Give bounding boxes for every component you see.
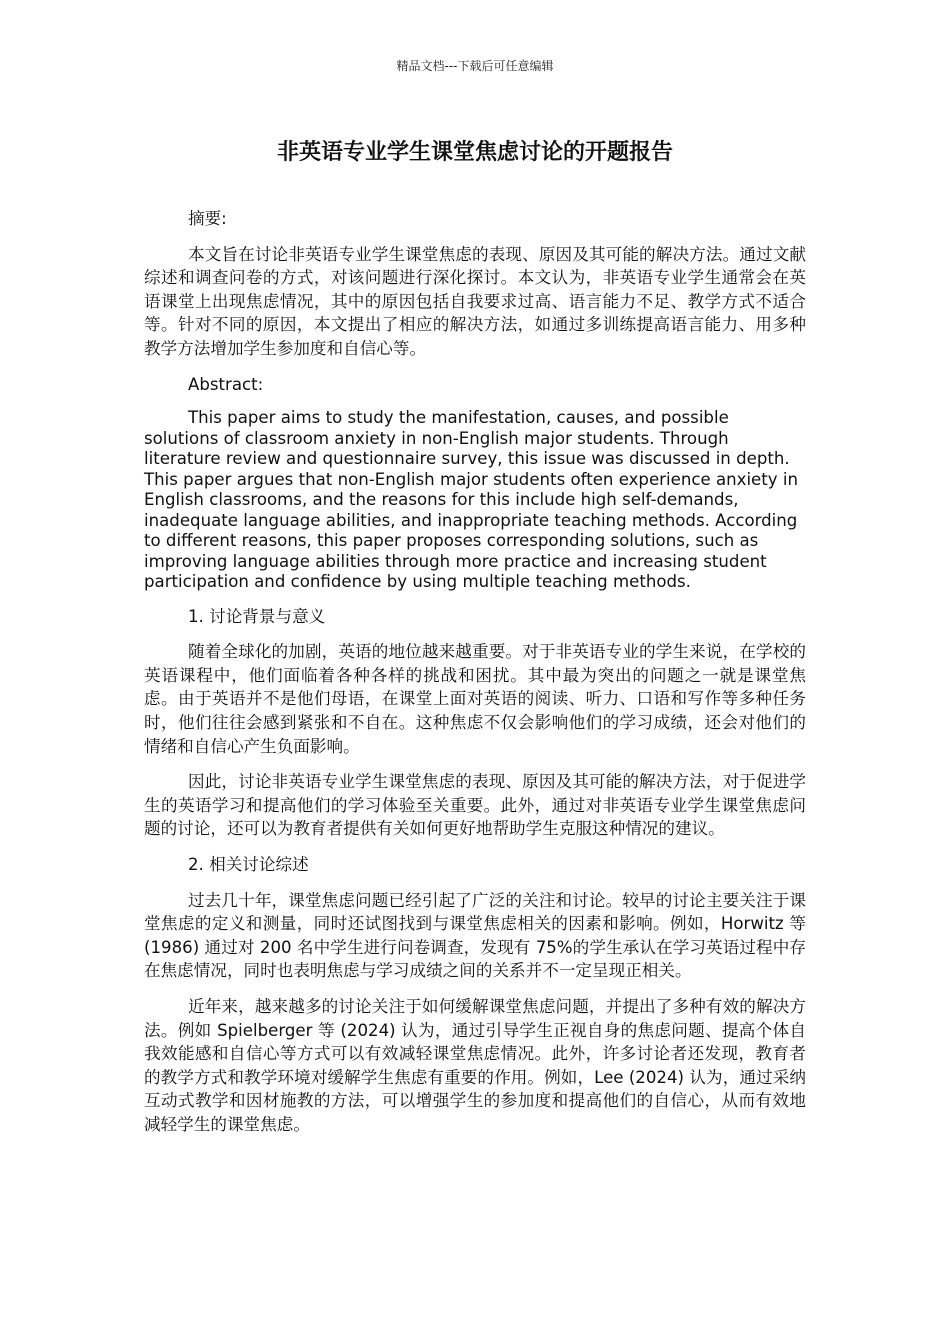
section2-paragraph-2: 近年来，越来越多的讨论关注于如何缓解课堂焦虑问题，并提出了多种有效的解决方法。例如 Spielberger 等 (2024) 认为，通过引导学生正视自身的焦虑问题、提高个体自我效能感和自信心等方式可以有效减轻课堂焦虑情况。此外，许多讨论者还发现，教育者的教学方式和教学环境对缓解学生焦虑有重要的作用。例如，Lee (2024) 认为，通过采纳互动式教学和因材施教的方法，可以增强学生的参加度和提高他们的自信心，从而有效地减轻学生的课堂焦虑。 bbox=[144, 996, 806, 1134]
abstract-en-text: This paper aims to study the manifestation, causes, and possible solutions of classroom anxiety in non-English major students. Through literature review and questionnaire survey, this issue was discussed in depth. This paper argues that non-English major students often experience anxiety in English classrooms, and the reasons for this include high self-demands, inadequate language abilities, and inappropriate teaching methods. According to different reasons, this paper proposes corresponding solutions, such as improving language abilities through more practice and increasing student participation and confidence by using multiple teaching methods. bbox=[144, 408, 798, 592]
section1-paragraph-1: 随着全球化的加剧，英语的地位越来越重要。对于非英语专业的学生来说，在学校的英语课程中，他们面临着各种各样的挑战和困扰。其中最为突出的问题之一就是课堂焦虑。由于英语并不是他们母语，在课堂上面对英语的阅读、听力、口语和写作等多种任务时，他们往往会感到紧张和不自在。这种焦虑不仅会影响他们的学习成绩，还会对他们的情绪和自信心产生负面影响。 bbox=[144, 642, 806, 756]
section1-heading: 1. 讨论背景与意义 bbox=[188, 606, 326, 626]
abstract-en-label: Abstract: bbox=[188, 374, 264, 394]
document-body bbox=[144, 207, 806, 1137]
section1-paragraph-2: 因此，讨论非英语专业学生课堂焦虑的表现、原因及其可能的解决方法，对于促进学生的英语学习和提高他们的学习体验至关重要。此外，通过对非英语专业学生课堂焦虑问题的讨论，还可以为教育者提供有关如何更好地帮助学生克服这种情况的建议。 bbox=[144, 772, 806, 839]
section2-paragraph-1: 过去几十年，课堂焦虑问题已经引起了广泛的关注和讨论。较早的讨论主要关注于课堂焦虑的定义和测量，同时还试图找到与课堂焦虑相关的因素和影响。例如，Horwitz 等 (1986) 通过对 200 名中学生进行问卷调查，发现有 75%的学生承认在学习英语过程中存在焦虑情况，同时也表明焦虑与学习成绩之间的关系并不一定呈现正相关。 bbox=[144, 890, 806, 981]
section2-heading: 2. 相关讨论综述 bbox=[188, 855, 309, 874]
abstract-cn-text: 本文旨在讨论非英语专业学生课堂焦虑的表现、原因及其可能的解决方法。通过文献综述和调查问卷的方式，对该问题进行深化探讨。本文认为，非英语专业学生通常会在英语课堂上出现焦虑情况，其中的原因包括自我要求过高、语言能力不足、教学方式不适合等。针对不同的原因，本文提出了相应的解决方法，如通过多训练提高语言能力、用多种教学方法增加学生参加度和自信心等。 bbox=[144, 244, 806, 358]
header-note: 精品文档---下载后可任意编辑 bbox=[396, 59, 554, 73]
document-title: 非英语专业学生课堂焦虑讨论的开题报告 bbox=[276, 140, 673, 165]
abstract-cn-label: 摘要: bbox=[188, 209, 227, 228]
